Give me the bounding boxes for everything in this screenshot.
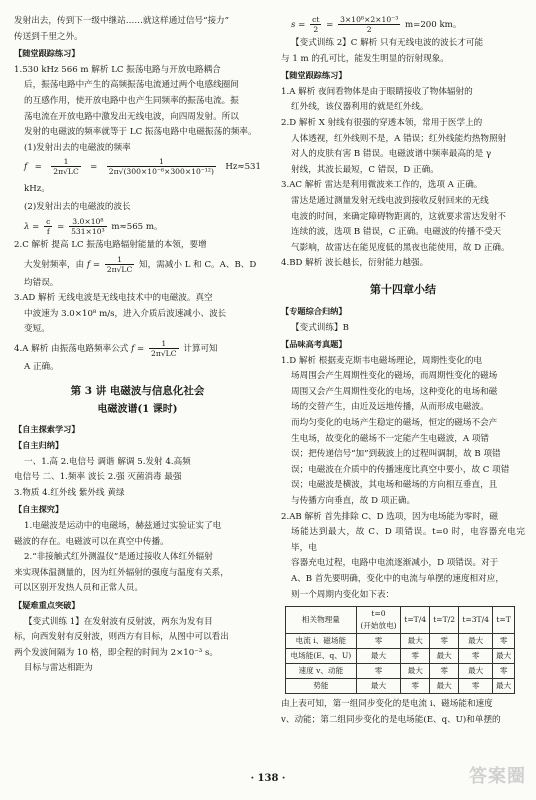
answer-line: 2.AB 解析 首先排除 C、D 选项，因为电场能为零时，磁 bbox=[281, 511, 498, 522]
answer-line: 连续的波，选项 B 错误，C 正确。电磁波的传播不受天 bbox=[291, 227, 502, 238]
formula-line bbox=[14, 338, 261, 360]
answer-line: 两个发波间隔为 10 格，即全程的时间为 2×10⁻³ s。 bbox=[14, 647, 218, 658]
answer-line: (2)发射出去的电磁波的波长 bbox=[24, 202, 131, 213]
formula-line bbox=[281, 14, 525, 36]
formula-text: f = bbox=[131, 343, 145, 354]
section-heading: 【随堂跟踪练习】 bbox=[281, 70, 347, 81]
fraction: $\frac{1}{\text{2π√(300×10⁻⁶×300×10⁻¹²)}}$ bbox=[108, 157, 214, 177]
answer-line: 与传播方向垂直，故 D 项正确。 bbox=[291, 496, 416, 507]
table-cell: 最大 bbox=[430, 649, 459, 664]
answer-line: 周围又会产生周期性变化的电场，这种变化的电场和磁 bbox=[291, 386, 498, 397]
answer-line: 则一个周期内变化如下表： bbox=[291, 589, 395, 600]
table-cell: 零 bbox=[493, 664, 515, 679]
formula-line bbox=[14, 254, 261, 276]
table-cell: 电流 i、磁场能 bbox=[286, 634, 357, 649]
answer-line: 3.AD 解析 无线电波是无线电技术中的电磁波。真空 bbox=[14, 293, 213, 304]
answer-line: 4.BD 解析 波长越长，衍射能力越强。 bbox=[281, 258, 429, 269]
formula-text: λ = bbox=[24, 221, 40, 232]
table-cell: 电场能(E、q、U) bbox=[286, 649, 357, 664]
fraction: $\frac{1}{2\pi√LC}$ bbox=[106, 254, 133, 274]
answer-line: 标，向西发射有反射波，则西方有目标，从图中可以看出 bbox=[14, 632, 229, 643]
answer-line: 可以区别开发热人员和正常人员。 bbox=[14, 583, 143, 594]
answer-line: 误；把传递信号“加”到载波上的过程叫调制，故 B 项错 bbox=[291, 449, 501, 460]
answer-line: 3.AC 解析 雷达是利用微波来工作的，选项 A 正确。 bbox=[281, 180, 483, 191]
table-cell: 最大 bbox=[459, 664, 493, 679]
answer-line: 【变式训练】B bbox=[291, 322, 349, 333]
comparison-table bbox=[285, 606, 515, 694]
answer-line: 后，振荡电路中产生的高频振荡电流通过两个电感线圈间 bbox=[24, 80, 239, 91]
answer-line: 目标与雷达相距为 bbox=[24, 663, 93, 674]
right-column bbox=[281, 14, 525, 728]
answer-line: 磁波的存在。电磁波可以在真空中传播。 bbox=[14, 536, 169, 547]
formula-text: 4.A 解析 由振荡电路频率公式 bbox=[14, 343, 129, 354]
section-heading: 【自主探究】 bbox=[14, 504, 64, 515]
table-cell: 最大 bbox=[356, 649, 400, 664]
answer-line: 来实现体温测量的，因为红外辐射的强度与温度有关系， bbox=[14, 567, 229, 578]
table-row bbox=[286, 664, 515, 679]
formula-text: f = bbox=[86, 259, 101, 270]
formula-line bbox=[14, 216, 261, 238]
section-heading: 【专题综合归纳】 bbox=[281, 305, 347, 316]
answer-line: 雷达是通过测量发射无线电波到接收反射回来的无线 bbox=[291, 195, 489, 206]
chapter-title: 第十四章小结 bbox=[370, 282, 436, 296]
formula-text: 大发射频率，由 bbox=[24, 259, 85, 270]
answer-line: 【变式训练 2】C 解析 只有无线电波的波长才可能 bbox=[291, 38, 484, 48]
section-heading: 【随堂跟踪练习】 bbox=[14, 48, 80, 59]
section-heading: 【自主归纳】 bbox=[14, 440, 64, 451]
section-heading: 【品味高考真题】 bbox=[281, 339, 347, 350]
answer-line: 而均匀变化的电场产生稳定的磁场，恒定的磁场不会产 bbox=[291, 418, 498, 429]
answer-line: 均错误。 bbox=[24, 277, 59, 288]
table-cell: 零 bbox=[430, 634, 459, 649]
answer-line: 对人的皮肤有害 B 错误。电磁波谱中频率最高的是 γ bbox=[291, 149, 492, 160]
table-cell: 零 bbox=[401, 649, 430, 664]
table-row bbox=[286, 634, 515, 649]
formula-text: = bbox=[90, 162, 98, 173]
table-cell: 零 bbox=[401, 679, 430, 694]
table-cell: 零 bbox=[459, 679, 493, 694]
fraction: $\frac{\text{3.0×10⁸}}{\text{531×10³}}$ bbox=[71, 216, 105, 236]
answer-line: 1.A 解析 夜间看物体是由于眼睛接收了物体辐射的 bbox=[281, 86, 473, 97]
answer-line: 中波速为 3.0×10⁸ m/s，进入介质后波速减小、波长 bbox=[24, 308, 227, 319]
formula-text: = bbox=[326, 20, 334, 30]
answer-line: v、动能；第二组同步变化的是电场能(E、q、U)和单摆的 bbox=[281, 714, 501, 725]
table-cell: 零 bbox=[430, 664, 459, 679]
answer-line: 人体透视，红外线则不是，A 错误；红外线能灼热物照射 bbox=[291, 133, 507, 144]
answer-line: 由上表可知，第一组同步变化的是电流 i、磁场能和速度 bbox=[281, 699, 493, 710]
answer-line: 场周围会产生周期性变化的磁场，而周期性变化的磁场 bbox=[291, 371, 498, 382]
table-cell: 零 bbox=[356, 634, 400, 649]
page-number: · 138 · bbox=[250, 773, 286, 784]
table-cell: 最大 bbox=[459, 634, 493, 649]
table-cell: 最大 bbox=[401, 634, 430, 649]
table-header: 相关物理量 bbox=[286, 607, 357, 634]
fraction: $\frac{\text{3×10⁸×2×10⁻³}}{2}$ bbox=[340, 15, 399, 34]
formula-text: m≈565 m。 bbox=[111, 221, 163, 232]
answer-line: 变短。 bbox=[24, 324, 50, 335]
formula-text: f = bbox=[24, 162, 42, 173]
answer-line: (1)发射出去的电磁波的频率 bbox=[24, 142, 131, 153]
answer-line: 红外线，该仪器利用的就是红外线。 bbox=[291, 102, 429, 113]
table-cell: 零 bbox=[493, 634, 515, 649]
table-cell: 零 bbox=[459, 649, 493, 664]
table-header: t=T/4 bbox=[401, 607, 430, 634]
table-cell: 速度 v、动能 bbox=[286, 664, 357, 679]
table-row bbox=[286, 679, 515, 694]
answer-line: 1.电磁波是运动中的电磁场，赫兹通过实验证实了电 bbox=[24, 521, 222, 532]
answer-line: 1.D 解析 根据麦克斯韦电磁场理论，周期性变化的电 bbox=[281, 355, 483, 366]
formula-text: 计算可知 bbox=[183, 343, 218, 354]
left-column bbox=[14, 14, 261, 677]
answer-line: A 正确。 bbox=[24, 361, 59, 372]
section-heading: 【自主探索学习】 bbox=[14, 423, 80, 434]
table-header: t=T bbox=[493, 607, 515, 634]
table-header: t=T/2 bbox=[430, 607, 459, 634]
answer-line: 气影响，故雷达在能见度低的黑夜也能使用，故 D 正确。 bbox=[291, 242, 510, 253]
answer-line: 场的交替产生，由近及远地传播，从而形成电磁波。 bbox=[291, 402, 489, 413]
answer-line: 误；电磁波是横波，其电场和磁场的方向相互垂直，且 bbox=[291, 480, 498, 491]
answer-line: 1.530 kHz 566 m 解析 LC 振荡电路与开放电路耦合 bbox=[14, 64, 221, 75]
table-header: t=0 (开始放电) bbox=[356, 607, 400, 634]
table-header-row bbox=[286, 607, 515, 634]
formula-text: 知，需减小 L 和 C。A、B、D bbox=[139, 259, 257, 270]
answer-line: 荡电流在开放电路中激发出无线电波，向四周发射。所以 bbox=[24, 111, 239, 122]
text-line: 传送到千里之外。 bbox=[14, 31, 83, 42]
table-cell: 零 bbox=[356, 664, 400, 679]
fraction: $\frac{1}{2\pi√LC}$ bbox=[53, 157, 79, 177]
fraction: $\frac{c}{f}$ bbox=[46, 216, 51, 236]
formula-text: s = bbox=[291, 20, 306, 30]
table-cell: 最大 bbox=[493, 649, 515, 664]
formula-line bbox=[14, 156, 261, 200]
table-header: t=3T/4 bbox=[459, 607, 493, 634]
answer-line: 的互感作用，使开放电路中也产生同频率的振荡电流。振 bbox=[24, 95, 239, 106]
table-cell: 最大 bbox=[493, 679, 515, 694]
watermark-logo: 答案圈 bbox=[469, 766, 526, 787]
answer-line: 电波的时间，来确定障碍物距离的，这就要求雷达发射不 bbox=[291, 211, 506, 222]
fraction: $\frac{ct}{2}$ bbox=[312, 15, 320, 34]
answer-line: 射线，其波长最短，C 错误，D 正确。 bbox=[291, 164, 439, 175]
answer-line: 一、1.高 2.电信号 调谐 解调 5.发射 4.高频 bbox=[24, 456, 191, 467]
table-cell: 势能 bbox=[286, 679, 357, 694]
answer-line: 2.D 解析 X 射线有很强的穿透本领，常用于医学上的 bbox=[281, 117, 483, 128]
answer-line: 2.C 解析 提高 LC 振荡电路辐射能量的本领，要增 bbox=[14, 239, 207, 250]
answer-line: 容器充电过程，电路中电流逐渐减小，D 项错误。对于 bbox=[291, 558, 499, 569]
answer-line: 电信号 二、1.频率 波长 2.强 灭菌消毒 最强 bbox=[14, 472, 182, 483]
text-line: 发射出去，传到下一级中继站……就这样通过信号“接力” bbox=[14, 16, 230, 26]
table-row bbox=[286, 649, 515, 664]
answer-line: A、B 首先要明确，变化中的电流与单摆的速度相对应， bbox=[291, 574, 504, 584]
formula-text: Hz≈531 kHz。 bbox=[24, 162, 261, 195]
answer-line: 2.“非接触式红外测温仪”是通过接收人体红外辐射 bbox=[24, 552, 213, 563]
lecture-subtitle: 电磁波谱(1 课时) bbox=[97, 403, 178, 415]
table-cell: 最大 bbox=[356, 679, 400, 694]
formula-text: m=200 km。 bbox=[404, 20, 462, 30]
answer-line: 与 1 m 的孔可比，能发生明显的衍射现象。 bbox=[281, 53, 449, 64]
section-heading: 【疑难重点突破】 bbox=[14, 600, 80, 611]
answer-line: 3.物质 4.红外线 紫外线 黄绿 bbox=[14, 487, 125, 498]
answer-line: 【变式训练 1】在发射波有反射波，两东为发有目 bbox=[24, 616, 213, 627]
fraction: $\frac{1}{2\pi√LC}$ bbox=[151, 338, 177, 358]
answer-line: 误；电磁波在介质中的传播速度比真空中要小，故 C 项错 bbox=[291, 464, 510, 475]
answer-line: 场能达到最大，故 C、D 项错误。t=0 时，电容器充电完毕，电 bbox=[291, 527, 525, 553]
formula-text: = bbox=[57, 221, 65, 232]
answer-line: 发射的电磁波的频率就等于 LC 振荡电路中电磁振荡的频率。 bbox=[24, 127, 257, 138]
table-cell: 最大 bbox=[430, 679, 459, 694]
lecture-title: 第 3 讲 电磁波与信息化社会 bbox=[70, 384, 205, 397]
table-cell: 最大 bbox=[401, 664, 430, 679]
answer-line: 生电场，故变化的磁场不一定能产生电磁波，A 项错 bbox=[291, 433, 490, 444]
